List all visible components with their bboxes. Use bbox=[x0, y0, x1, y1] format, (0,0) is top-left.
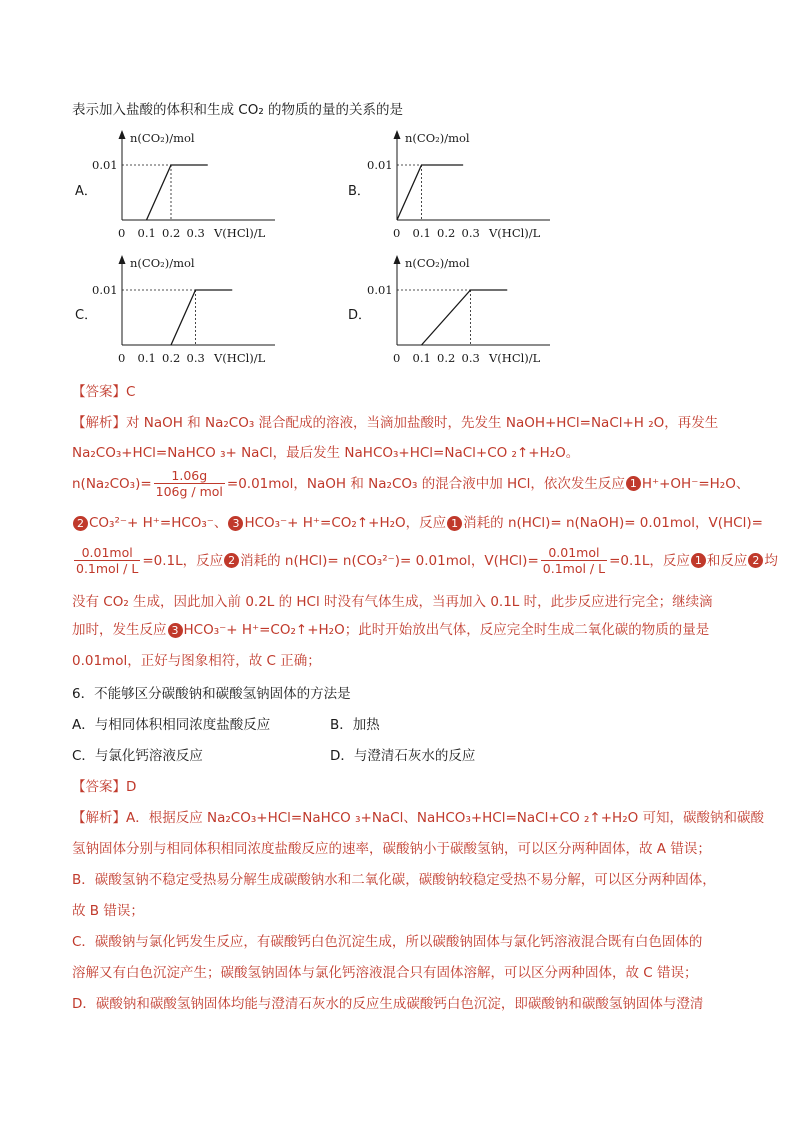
reaction-1: H⁺+OH⁻=H₂O、 bbox=[641, 475, 750, 492]
question-6-option-c: C．与氯化钙溶液反应 bbox=[72, 748, 203, 764]
fraction-mass-over-molar bbox=[154, 468, 225, 499]
y-tick-label: 0.01 bbox=[92, 158, 118, 172]
analysis-1-line-8: 0.01mol，正好与图象相符，故 C 正确； bbox=[72, 653, 321, 669]
question-intro: 表示加入盐酸的体积和生成 CO₂ 的物质的量的关系的是 bbox=[72, 102, 404, 118]
y-axis-arrow bbox=[119, 255, 126, 264]
x-tick-label: 0.1 bbox=[412, 226, 431, 240]
text-segment: 和反应 bbox=[706, 552, 748, 569]
circled-2: 2 bbox=[224, 553, 239, 568]
reaction-2: CO₃²⁻+ H⁺=HCO₃⁻、 bbox=[89, 515, 228, 531]
circled-2: 2 bbox=[748, 553, 763, 568]
graph-b bbox=[365, 120, 565, 245]
fraction-numerator: 1.06g bbox=[154, 468, 225, 484]
analysis-1-line-6: 没有 CO₂ 生成，因此加入前 0.2L 的 HCl 时没有气体生成，当再加入 0.1L 时，此步反应进行完全；继续滴 bbox=[72, 594, 713, 610]
x-tick-label: 0.2 bbox=[162, 226, 181, 240]
text-segment: 消耗的 n(HCl)= n(CO₃²⁻)= 0.01mol，V(HCl)= bbox=[240, 552, 539, 569]
question-6-stem: 6．不能够区分碳酸钠和碳酸氢钠固体的方法是 bbox=[72, 686, 351, 702]
circled-3: 3 bbox=[168, 623, 183, 638]
analysis-1-line-7 bbox=[72, 620, 709, 640]
question-6-option-d: D．与澄清石灰水的反应 bbox=[330, 748, 476, 764]
y-axis-label: n(CO₂)/mol bbox=[405, 256, 470, 270]
x-tick-label: 0.2 bbox=[162, 351, 181, 365]
text-segment: =0.1L，反应 bbox=[142, 552, 224, 569]
data-line bbox=[147, 165, 208, 220]
x-tick-label: 0 bbox=[118, 226, 126, 240]
analysis-1-line-5 bbox=[72, 545, 778, 576]
formula-n-na2co3: n(Na₂CO₃)= bbox=[72, 475, 152, 492]
x-tick-label: 0.2 bbox=[437, 226, 456, 240]
data-line bbox=[171, 290, 232, 345]
y-tick-label: 0.01 bbox=[367, 283, 393, 297]
question-6-option-a: A．与相同体积相同浓度盐酸反应 bbox=[72, 717, 271, 733]
data-line bbox=[422, 290, 508, 345]
x-tick-label: 0.1 bbox=[137, 226, 156, 240]
fraction-denominator: 0.1mol / L bbox=[76, 561, 139, 576]
answer-1: 【答案】C bbox=[72, 384, 136, 400]
analysis-2-line-4: 故 B 错误； bbox=[72, 903, 144, 919]
text-segment: 消耗的 n(HCl)= n(NaOH)= 0.01mol，V(HCl)= bbox=[463, 515, 763, 531]
text-segment: 均 bbox=[764, 552, 778, 569]
text-segment: =0.01mol，NaOH 和 Na₂CO₃ 的混合液中加 HCl，依次发生反应 bbox=[226, 475, 625, 492]
analysis-1-line-4 bbox=[72, 513, 763, 533]
circled-2: 2 bbox=[73, 516, 88, 531]
graph-a bbox=[90, 120, 290, 245]
x-tick-label: 0 bbox=[393, 226, 401, 240]
x-tick-label: 0.3 bbox=[461, 226, 480, 240]
x-tick-label: 0.3 bbox=[186, 351, 205, 365]
circled-3: 3 bbox=[228, 516, 243, 531]
analysis-2-line-6: 溶解又有白色沉淀产生；碳酸氢钠固体与氯化钙溶液混合只有固体溶解，可以区分两种固体，故 C 错误； bbox=[72, 965, 698, 981]
circled-1: 1 bbox=[626, 476, 641, 491]
y-axis-label: n(CO₂)/mol bbox=[405, 131, 470, 145]
analysis-1-line-3 bbox=[72, 468, 749, 499]
y-tick-label: 0.01 bbox=[92, 283, 118, 297]
analysis-2-line-2: 氢钠固体分别与相同体积相同浓度盐酸反应的速率，碳酸钠小于碳酸氢钠，可以区分两种固体，故 A 错误； bbox=[72, 841, 711, 857]
fraction-denominator: 0.1mol / L bbox=[542, 561, 606, 576]
fraction-1 bbox=[74, 545, 140, 576]
analysis-2-line-7: D．碳酸钠和碳酸氢钠固体均能与澄清石灰水的反应生成碳酸钙白色沉淀，即碳酸钠和碳酸氢钠固体与澄清 bbox=[72, 996, 704, 1012]
text-segment: =0.1L，反应 bbox=[609, 552, 690, 569]
x-axis-label: V(HCl)/L bbox=[489, 226, 541, 240]
y-axis-arrow bbox=[394, 130, 401, 139]
x-tick-label: 0 bbox=[393, 351, 401, 365]
question-6-option-b: B．加热 bbox=[330, 717, 380, 733]
answer-2: 【答案】D bbox=[72, 779, 137, 795]
analysis-2-line-1: 【解析】A．根据反应 Na₂CO₃+HCl=NaHCO ₃+NaCl、NaHCO₃+HCl=NaCl+CO ₂↑+H₂O 可知，碳酸钠和碳酸 bbox=[72, 810, 765, 826]
x-tick-label: 0.2 bbox=[437, 351, 456, 365]
fraction-denominator: 106g / mol bbox=[155, 484, 223, 499]
x-axis-label: V(HCl)/L bbox=[214, 226, 266, 240]
text-segment: HCO₃⁻+ H⁺=CO₂↑+H₂O；此时开始放出气体，反应完全时生成二氧化碳的物质的量是 bbox=[183, 622, 710, 638]
circled-1: 1 bbox=[447, 516, 462, 531]
graph-c bbox=[90, 245, 290, 370]
graph-d bbox=[365, 245, 565, 370]
x-axis-label: V(HCl)/L bbox=[489, 351, 541, 365]
fraction-numerator: 0.01mol bbox=[541, 545, 607, 561]
circled-1: 1 bbox=[691, 553, 706, 568]
data-line bbox=[397, 165, 463, 220]
reaction-3: HCO₃⁻+ H⁺=CO₂↑+H₂O，反应 bbox=[244, 515, 447, 531]
analysis-1-line-1: 【解析】对 NaOH 和 Na₂CO₃ 混合配成的溶液，当滴加盐酸时，先发生 NaOH+HCl=NaCl+H ₂O，再发生 bbox=[72, 415, 719, 431]
text-segment: 加时，发生反应 bbox=[72, 622, 167, 638]
x-tick-label: 0.1 bbox=[412, 351, 431, 365]
x-tick-label: 0.3 bbox=[461, 351, 480, 365]
y-axis-arrow bbox=[394, 255, 401, 264]
fraction-numerator: 0.01mol bbox=[74, 545, 140, 561]
y-tick-label: 0.01 bbox=[367, 158, 393, 172]
fraction-2 bbox=[541, 545, 607, 576]
analysis-2-line-5: C．碳酸钠与氯化钙发生反应，有碳酸钙白色沉淀生成，所以碳酸钠固体与氯化钙溶液混合既有白色固体的 bbox=[72, 934, 703, 950]
analysis-2-line-3: B．碳酸氢钠不稳定受热易分解生成碳酸钠水和二氧化碳，碳酸钠较稳定受热不易分解，可以区分两种固体， bbox=[72, 872, 716, 888]
x-tick-label: 0.1 bbox=[137, 351, 156, 365]
x-tick-label: 0.3 bbox=[186, 226, 205, 240]
option-c-label: C． bbox=[75, 308, 98, 323]
y-axis-arrow bbox=[119, 130, 126, 139]
option-d-label: D． bbox=[348, 308, 372, 323]
option-b-label: B． bbox=[348, 184, 370, 199]
x-axis-label: V(HCl)/L bbox=[214, 351, 266, 365]
option-a-label: A． bbox=[75, 184, 97, 199]
analysis-1-line-2: Na₂CO₃+HCl=NaHCO ₃+ NaCl，最后发生 NaHCO₃+HCl=NaCl+CO ₂↑+H₂O。 bbox=[72, 445, 580, 461]
x-tick-label: 0 bbox=[118, 351, 126, 365]
y-axis-label: n(CO₂)/mol bbox=[130, 131, 195, 145]
y-axis-label: n(CO₂)/mol bbox=[130, 256, 195, 270]
